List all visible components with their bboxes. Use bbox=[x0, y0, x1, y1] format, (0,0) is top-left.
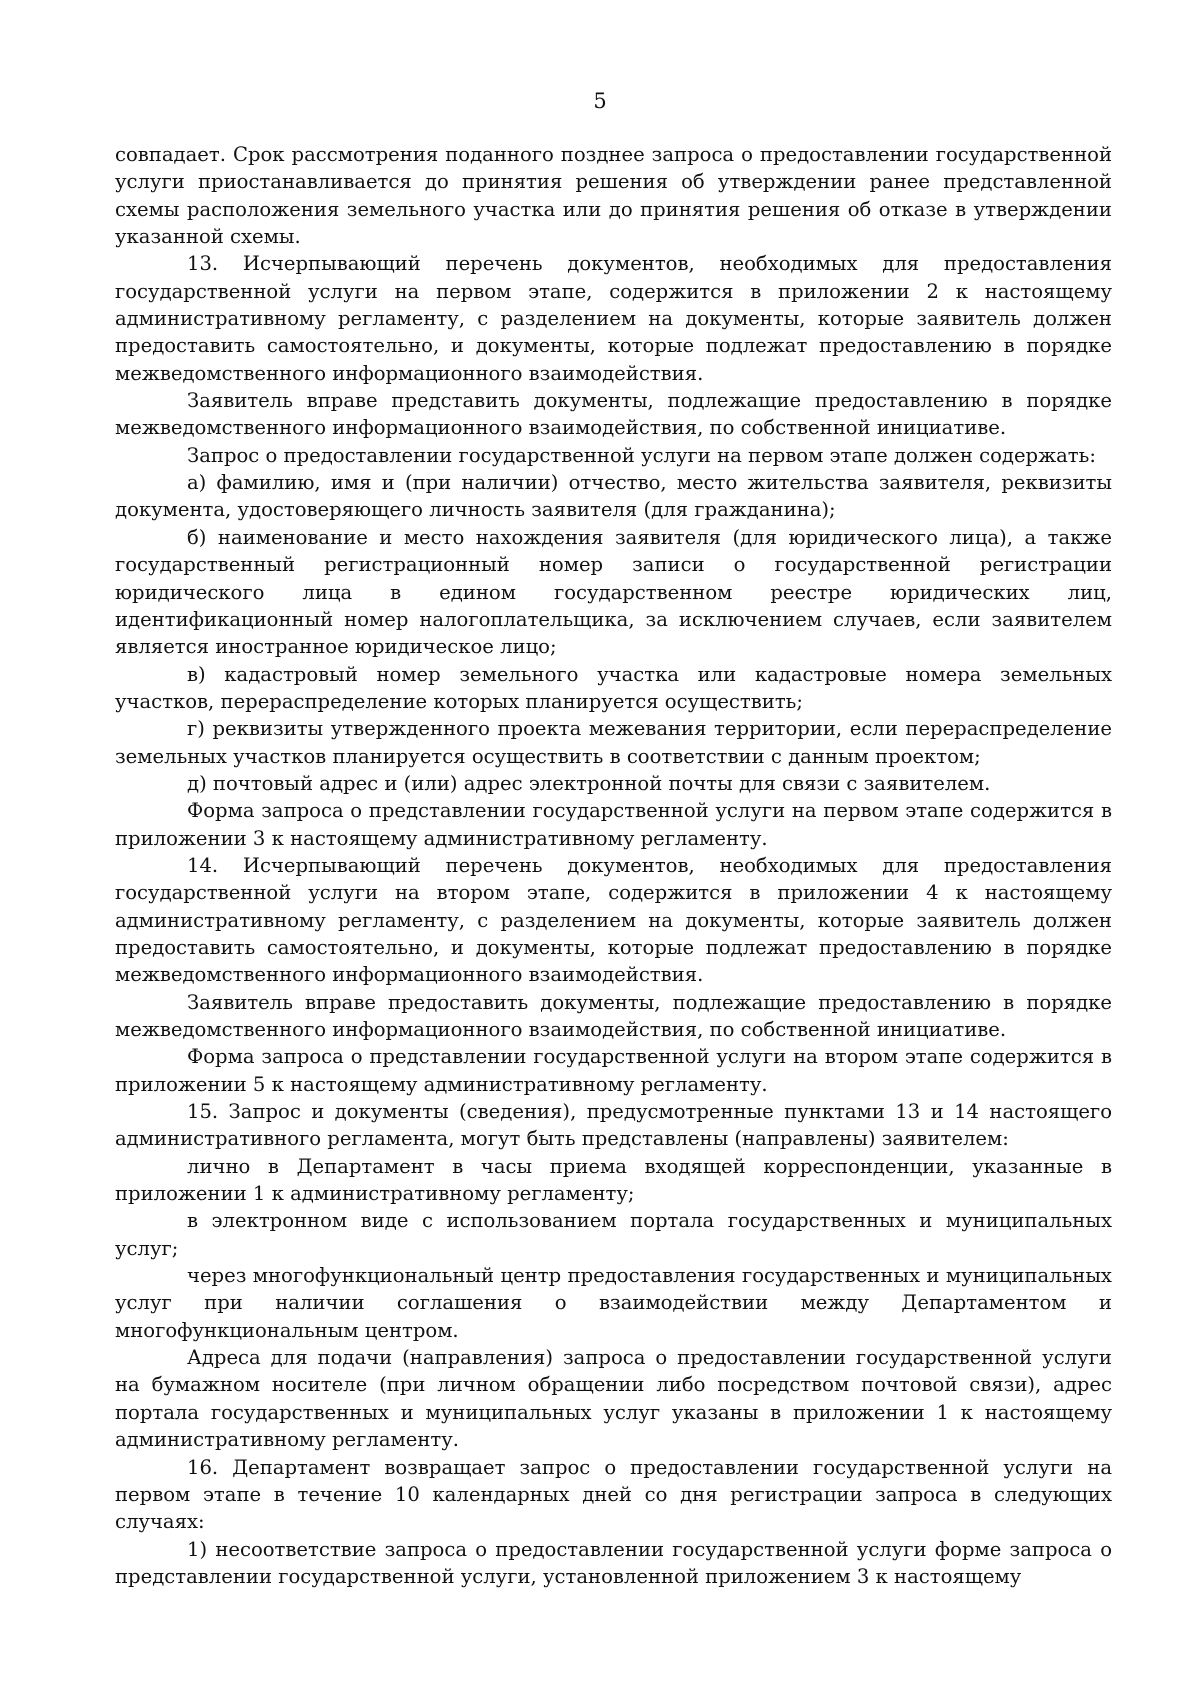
paragraph-item-16: 16. Департамент возвращает запрос о предоставлении государственной услуги на первом этапе в течение 10 календарных дней со дня регистрации запроса в следующих случаях: bbox=[115, 1455, 1112, 1534]
list-item-1: 1) несоответствие запроса о предоставлении государственной услуги форме запроса о представлении государственной услуги, установленной приложением 3 к настоящему bbox=[115, 1537, 1112, 1588]
paragraph-item-13: 13. Исчерпывающий перечень документов, необходимых для предоставления государственной услуги на первом этапе, содержится в приложении 2 к настоящему административному регламенту, с разделением на документы, которые заявитель должен предоставить самостоятельно, и документы, которые подлежат предоставлению в порядке межведомственного информационного взаимодействия. bbox=[115, 252, 1112, 385]
paragraph: Запрос о предоставлении государственной услуги на первом этапе должен содержать: bbox=[187, 443, 1096, 467]
page-number: 5 bbox=[593, 89, 607, 113]
document-body bbox=[115, 141, 1112, 1590]
list-item-v: в) кадастровый номер земельного участка или кадастровые номера земельных участков, перераспределение которых планируется осуществить; bbox=[115, 662, 1112, 713]
paragraph-item-15: 15. Запрос и документы (сведения), предусмотренные пунктами 13 и 14 настоящего административного регламента, могут быть представлены (направлены) заявителем: bbox=[115, 1100, 1112, 1151]
list-item-b: б) наименование и место нахождения заявителя (для юридического лица), а также государственный регистрационный номер записи о государственной регистрации юридического лица в едином государственном реестре юридических лиц, идентификационный номер налогоплательщика, за исключением случаев, если заявителем является иностранное юридическое лицо; bbox=[115, 525, 1112, 659]
list-item-d: д) почтовый адрес и (или) адрес электронной почты для связи с заявителем. bbox=[187, 771, 991, 795]
paragraph: Форма запроса о представлении государственной услуги на первом этапе содержится в приложении 3 к настоящему административному регламенту. bbox=[115, 799, 1112, 850]
paragraph: Заявитель вправе предоставить документы, подлежащие предоставлению в порядке межведомственного информационного взаимодействия, по собственной инициативе. bbox=[115, 990, 1112, 1041]
list-item: лично в Департамент в часы приема входящей корреспонденции, указанные в приложении 1 к административному регламенту; bbox=[115, 1154, 1112, 1206]
paragraph: Адреса для подачи (направления) запроса о предоставлении государственной услуги на бумажном носителе (при личном обращении либо посредством почтовой связи), адрес портала государственных и муниципальных услуг указаны в приложении 1 к настоящему административному регламенту. bbox=[115, 1346, 1112, 1452]
paragraph-continuation: совпадает. Срок рассмотрения поданного позднее запроса о предоставлении государственной услуги приостанавливается до принятия решения об утверждении ранее представленной схемы расположения земельного участка или до принятия решения об отказе в утверждении указанной схемы. bbox=[115, 143, 1112, 249]
list-item-a: а) фамилию, имя и (при наличии) отчество, место жительства заявителя, реквизиты документа, удостоверяющего личность заявителя (для гражданина); bbox=[115, 471, 1112, 522]
paragraph: Форма запроса о представлении государственной услуги на втором этапе содержится в приложении 5 к настоящему административному регламенту. bbox=[115, 1045, 1112, 1096]
list-item: через многофункциональный центр предоставления государственных и муниципальных услуг при наличии соглашения о взаимодействии между Департаментом и многофункциональным центром. bbox=[115, 1264, 1112, 1342]
list-item-g: г) реквизиты утвержденного проекта межевания территории, если перераспределение земельных участков планируется осуществить в соответствии с данным проектом; bbox=[115, 717, 1112, 768]
paragraph: Заявитель вправе представить документы, подлежащие предоставлению в порядке межведомственного информационного взаимодействия, по собственной инициативе. bbox=[115, 389, 1112, 440]
paragraph-item-14: 14. Исчерпывающий перечень документов, необходимых для предоставления государственной услуги на втором этапе, содержится в приложении 4 к настоящему административному регламенту, с разделением на документы, которые заявитель должен предоставить самостоятельно, и документы, которые подлежат предоставлению в порядке межведомственного информационного взаимодействия. bbox=[115, 853, 1112, 987]
list-item: в электронном виде с использованием портала государственных и муниципальных услуг; bbox=[115, 1209, 1112, 1260]
